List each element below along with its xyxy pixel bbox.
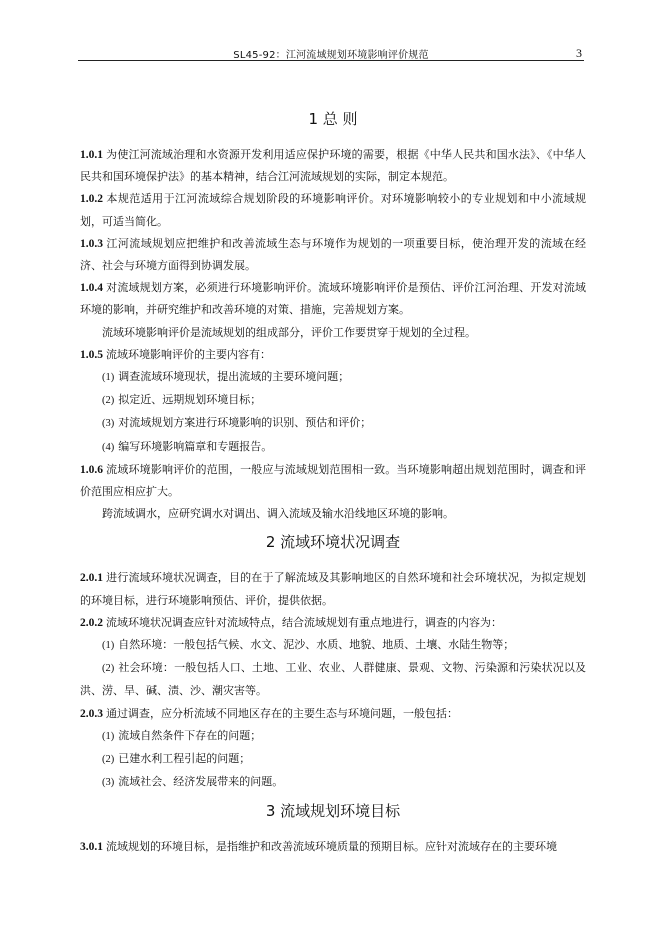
- clause-number: 1.0.4: [80, 282, 103, 295]
- clause-2-0-1: [80, 567, 586, 611]
- clause-number: 1.0.2: [80, 193, 103, 206]
- clause-text: 为使江河流域治理和水资源开发利用适应保护环境的需要，根据《中华人民共和国水法》、《中华人民共和国环境保护法》的基本精神，结合江河流域规划的实际，制定本规范。: [80, 148, 586, 184]
- item-text: 拟定近、远期规划环境目标；: [118, 393, 262, 407]
- clause-1-0-5: [80, 344, 586, 366]
- clause-number: 1.0.6: [80, 463, 103, 476]
- item-text: 自然环境：一般包括气候、水文、泥沙、水质、地貌、地质、土壤、水陆生物等；: [118, 638, 515, 652]
- item-text: 已建水利工程引起的问题；: [118, 752, 251, 766]
- clause-2-0-3: [80, 703, 586, 725]
- clause-number: 1.0.1: [80, 149, 103, 161]
- clause-number: 2.0.3: [80, 707, 103, 720]
- clause-text: 江河流域规划应把维护和改善流域生态与环境作为规划的一项重要目标，使治理开发的流域在经济、社会与环境方面得到协调发展。: [80, 236, 586, 273]
- clause-3-0-1: [80, 836, 586, 858]
- chapter-title-3: 3 流域规划环境目标: [265, 802, 401, 821]
- chapter-title-2: 2 流域环境状况调查: [265, 533, 401, 552]
- item-marker: (1): [102, 730, 115, 742]
- list-item: [80, 436, 586, 459]
- clause-text: 流域环境状况调查应针对流域特点，结合流域规划有重点地进行，调查的内容为：: [106, 615, 502, 629]
- list-item: [80, 657, 586, 702]
- clause-1-0-4: [80, 277, 586, 321]
- list-item: [80, 725, 586, 748]
- item-marker: (3): [102, 418, 115, 430]
- running-header: [78, 30, 584, 61]
- page-number: 3: [576, 46, 582, 60]
- item-text: 调查流域环境现状，提出流域的主要环境问题；: [118, 370, 350, 384]
- item-text: 社会环境：一般包括人口、土地、工业、农业、人群健康、景观、文物、污染源和污染状况以及洪、涝、旱、碱、渍、沙、潮灾害等。: [80, 661, 586, 698]
- clause-number: 1.0.5: [80, 348, 103, 361]
- item-marker: (2): [102, 754, 115, 766]
- item-text: 编写环境影响篇章和专题报告。: [118, 439, 273, 453]
- clause-text: 本规范适用于江河流域综合规划阶段的环境影响评价。对环境影响较小的专业规划和中小流域规划，可适当简化。: [80, 192, 586, 228]
- clause-text: 通过调查，应分析流域不同地区存在的主要生态与环境问题，一般包括：: [106, 706, 458, 720]
- item-marker: (1): [102, 640, 115, 652]
- chapter-title-1: 1 总 则: [308, 110, 358, 128]
- clause-text: 流域环境影响评价的范围，一般应与流域规划范围相一致。当环境影响超出规划范围时，调查和评价范围应相应扩大。: [80, 462, 586, 499]
- header-title: SL45-92：江河流域规划环境影响评价规范: [233, 50, 429, 61]
- clause-number: 2.0.2: [80, 616, 103, 629]
- clause-number: 1.0.3: [80, 237, 103, 250]
- clause-1-0-2: [80, 188, 586, 232]
- page-body: [80, 108, 586, 859]
- item-marker: (4): [102, 441, 115, 453]
- item-text: 流域社会、经济发展带来的问题。: [118, 775, 284, 789]
- clause-number: 2.0.1: [80, 572, 103, 585]
- list-item: [80, 771, 586, 794]
- item-marker: (2): [102, 395, 115, 407]
- clause-number: 3.0.1: [80, 841, 103, 854]
- list-item: [80, 748, 586, 771]
- clause-2-0-2: [80, 612, 586, 634]
- list-item: [80, 634, 586, 657]
- list-item: [80, 412, 586, 435]
- list-item: [80, 366, 586, 389]
- item-text: 流域自然条件下存在的问题；: [118, 728, 262, 742]
- clause-1-0-1: [80, 144, 586, 188]
- list-item: [80, 389, 586, 412]
- item-marker: (2): [102, 663, 115, 675]
- clause-text: 进行流域环境状况调查，目的在于了解流域及其影响地区的自然环境和社会环境状况，为拟定规划的环境目标，进行环境影响预估、评价，提供依据。: [80, 571, 586, 607]
- clause-1-0-3: [80, 233, 586, 277]
- clause-text: 流域环境影响评价的主要内容有：: [106, 347, 271, 361]
- clause-1-0-6: [80, 459, 586, 503]
- item-marker: (1): [102, 372, 115, 384]
- item-text: 对流域规划方案进行环境影响的识别、预估和评价；: [118, 416, 372, 430]
- clause-text: 流域规划的环境目标，是指维护和改善流域环境质量的预期目标。应针对流域存在的主要环境: [106, 840, 557, 854]
- item-marker: (3): [102, 777, 115, 789]
- clause-1-0-6-paragraph: 跨流域调水，应研究调水对调出、调入流域及输水沿线地区环境的影响。: [102, 507, 454, 521]
- clause-1-0-4-paragraph: 流域环境影响评价是流域规划的组成部分，评价工作要贯穿于规划的全过程。: [102, 325, 476, 339]
- clause-text: 对流域规划方案，必须进行环境影响评价。流域环境影响评价是预估、评价江河治理、开发对流域环境的影响，并研究维护和改善环境的对策、措施，完善规划方案。: [80, 281, 586, 317]
